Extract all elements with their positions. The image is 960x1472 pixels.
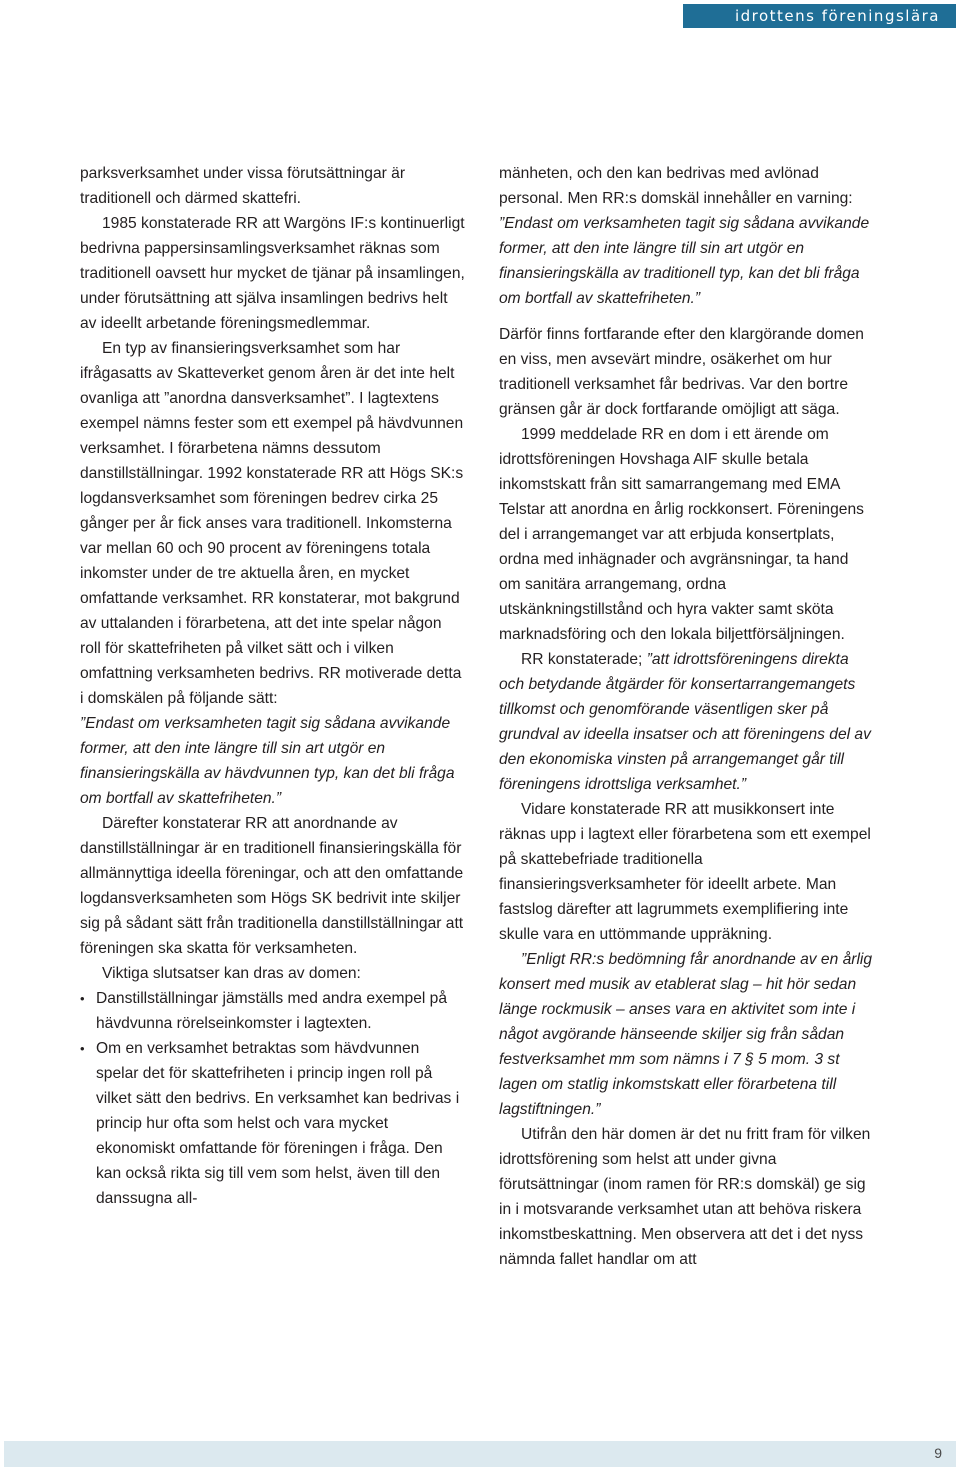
inline-quote: ”att idrottsföreningens direkta och betydande åtgärder för konsertarrangemangets tillkomst och genomförande väsentligen sker på grundval av ideella insatser och att föreningens del av den ekonomiska vinsten på arrangemanget går till föreningens idrottsliga verksamhet.” — [499, 651, 871, 793]
block-quote: ”Endast om verksamheten tagit sig sådana avvikande former, att den inte längre till sin art utgör en finansieringskälla av hävdvunnen typ, kan det bli fråga om bortfall av skattefriheten.” — [80, 715, 455, 807]
inline-quote: ”Endast om verksamheten tagit sig sådana avvikande former, att den inte längre till sin art utgör en finansieringskälla av traditionell typ, kan det bli fråga om bortfall av skattefriheten.” — [499, 215, 870, 307]
bullet-icon: • — [80, 1041, 85, 1056]
paragraph: 1985 konstaterade RR att Wargöns IF:s kontinuerligt bedrivna pappersinsamlingsverksamhet räknas som traditionell oavsett hur mycket de tjänar på insamlingen, under förutsättning att själva insamlingen bedrivs helt av ideellt arbetande föreningsmedlemmar. — [80, 215, 465, 332]
list-item: • Danstillställningar jämställs med andra exempel på hävdvunna rörelseinkomster i lagtexten. — [80, 986, 465, 1036]
paragraph: Därför finns fortfarande efter den klargörande domen en viss, men avsevärt mindre, osäkerhet om hur traditionell verksamhet får bedrivas. Var den bortre gränsen går är dock fortfarande omöjligt att säga. — [499, 326, 864, 418]
list-item: • Om en verksamhet betraktas som hävdvunnen spelar det för skattefriheten i princip ingen roll på vilket sätt den bedrivs. En verksamhet kan bedrivas i princip hur ofta som helst och vara mycket ekonomiskt omfattande för föreningen i fråga. Den kan också rikta sig till vem som helst, även till den danssugna all- — [80, 1036, 465, 1211]
paragraph: Utifrån den här domen är det nu fritt fram för vilken idrottsförening som helst att under givna förutsättningar (inom ramen för RR:s domskäl) ge sig in i motsvarande verksamhet utan att behöva riskera inkomstbeskattning. Men observera att det i det nyss nämnda fallet handlar om att — [499, 1126, 871, 1268]
paragraph: Viktiga slutsatser kan dras av domen: — [102, 965, 361, 982]
paragraph: Därefter konstaterar RR att anordnande av danstillställningar är en traditionell finansieringskälla för allmännyttiga ideella föreningar, och att den omfattande logdansverksamheten som Högs SK bedrivit inte skiljer sig på sådant sätt från traditionella danstillställningar att föreningen ska skatta för verksamheten. — [80, 815, 464, 957]
paragraph: Vidare konstaterade RR att musikkonsert inte räknas upp i lagtext eller förarbetena som ett exempel på skattebefriade traditionella finansieringsverksamheter för ideellt arbete. Man fastslog därefter att lagrummets exemplifiering inte skulle vara en uttömmande uppräkning. — [499, 801, 871, 943]
footer-band — [4, 1441, 956, 1467]
paragraph: 1999 meddelade RR en dom i ett ärende om idrottsföreningen Hovshaga AIF skulle betala inkomstskatt från sitt samarrangemang med EMA Telstar att anordna en årlig rockkonsert. Föreningens del i arrangemanget var att erbjuda konsertplats, ordna med inhägnader och avgränsningar, ta hand om sanitära arrangemang, ordna utskänkningstillstånd och hyra vakter samt sköta marknadsföring och den lokala biljettförsäljningen. — [499, 426, 864, 643]
paragraph: En typ av finansieringsverksamhet som har ifrågasatts av Skatteverket genom åren är det inte helt ovanliga att ”anordna dansverksamhet”. I lagtextens exempel nämns fester som ett exempel på hävdvunnen verksamhet. I förarbetena nämns dessutom danstillställningar. 1992 konstaterade RR att Högs SK:s logdansverksamhet som föreningen bedrev cirka 25 gånger per år fick anses vara traditionell. Inkomsterna var mellan 60 och 90 procent av föreningens totala inkomster under de tre aktuella åren, en mycket omfattande verksamhet. RR konstaterar, mot bakgrund av uttalanden i förarbetena, att det inte spelar någon roll för skattefriheten på vilket sätt och i vilken omfattning verksamheten bedrivs. RR motiverade detta i domskälen på följande sätt: — [80, 340, 464, 707]
right-column — [499, 161, 874, 1272]
paragraph: parksverksamhet under vissa förutsättningar är traditionell och därmed skattefri. — [80, 165, 406, 207]
block-quote: ”Enligt RR:s bedömning får anordnande av en årlig konsert med musik av etablerat slag – hit hör sedan länge rockmusik – anses vara en aktivitet som inte i något avgörande hänseende skiljer sig från sådan festverksamhet mm som nämns i 7 § 5 mom. 3 st lagen om statlig inkomstskatt eller förarbetena till lagstiftningen.” — [499, 951, 873, 1118]
conclusions-list — [80, 986, 465, 1211]
page-number: 9 — [934, 1445, 942, 1461]
paragraph: RR konstaterade; ”att idrottsföreningens direkta och betydande åtgärder för konsertarrangemangets tillkomst och genomförande väsentligen sker på grundval av ideella insatser och att föreningens del av den ekonomiska vinsten på arrangemanget går till föreningens idrottsliga verksamhet.” — [499, 651, 871, 793]
bullet-icon: • — [80, 991, 85, 1006]
left-column — [80, 161, 465, 1211]
running-header-title: idrottens föreningslära — [734, 7, 940, 25]
header-band — [683, 4, 956, 28]
paragraph: mänheten, och den kan bedrivas med avlönad personal. Men RR:s domskäl innehåller en varning: ”Endast om verksamheten tagit sig sådana avvikande former, att den inte längre till sin art utgör en finansieringskälla av traditionell typ, kan det bli fråga om bortfall av skattefriheten.” — [499, 165, 870, 307]
